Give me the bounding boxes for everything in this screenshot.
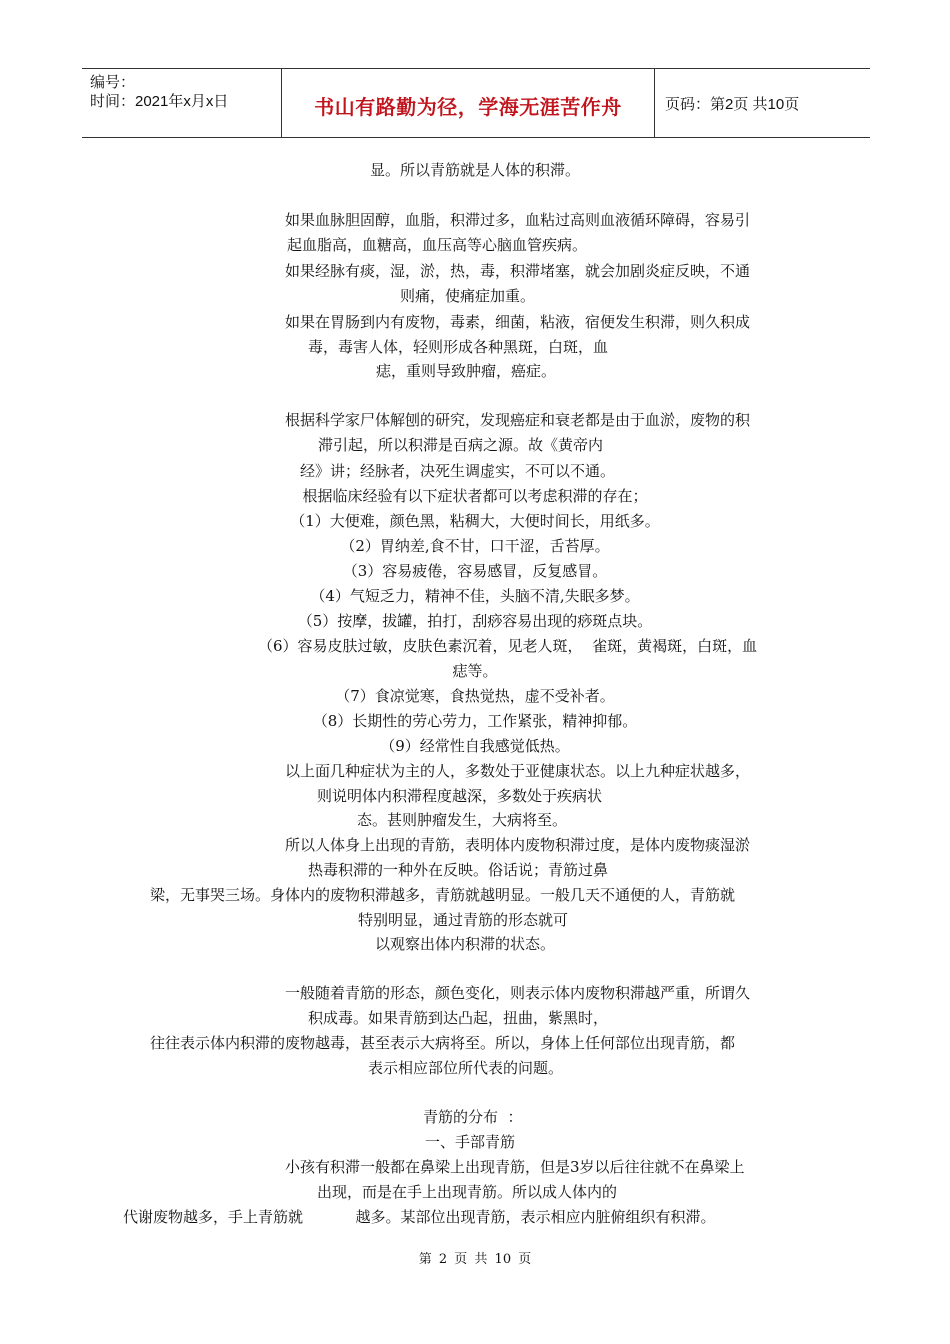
symptom-item: （7）食凉觉寒，食热觉热，虚不受补者。: [335, 687, 615, 705]
document-date-label: 时间：2021年x月x日: [90, 93, 229, 110]
body-line: 一般随着青筋的形态，颜色变化，则表示体内废物积滞越严重，所谓久: [285, 984, 751, 1002]
symptom-item: （6）容易皮肤过敏，皮肤色素沉着，见老人斑， 雀斑，黄褐斑，白斑，血: [258, 637, 758, 655]
symptom-item: （4）气短乏力，精神不佳，头脑不清,失眠多梦。: [310, 587, 640, 605]
symptom-item: （8）长期性的劳心劳力，工作紧张，精神抑郁。: [312, 712, 638, 730]
page-footer: 第 2 页 共 10 页: [418, 1252, 532, 1267]
body-line: 小孩有积滞一般都在鼻梁上出现青筋，但是3岁以后往往就不在鼻梁上: [285, 1158, 745, 1176]
symptom-item: （5）按摩，拔罐，拍打，刮痧容易出现的痧斑点块。: [297, 612, 653, 630]
body-line: 根据临床经验有以下症状者都可以考虑积滞的存在；: [302, 487, 648, 505]
body-line: 则痛，使痛症加重。: [400, 287, 536, 305]
body-line: 显。所以青筋就是人体的积滞。: [369, 161, 580, 179]
body-line: 如果经脉有痰，湿，淤，热，毒，积滞堵塞，就会加剧炎症反映，不通: [285, 262, 751, 280]
document-number-label: 编号：: [90, 74, 136, 91]
body-line: 毒，毒害人体，轻则形成各种黑斑，白斑，血: [308, 338, 609, 356]
header-page-number: 页码：第2页 共10页: [665, 96, 800, 113]
body-line: 以上面几种症状为主的人，多数处于亚健康状态。以上九种症状越多，: [285, 762, 751, 780]
header-divider: [654, 69, 655, 137]
body-line: 如果血脉胆固醇，血脂，积滞过多，血粘过高则血液循环障碍，容易引: [285, 211, 751, 229]
body-line: 经》讲；经脉者，决死生调虚实，不可以不通。: [300, 462, 616, 480]
body-line: 梁，无事哭三场。身体内的废物积滞越多，青筋就越明显。一般几天不通便的人，青筋就: [150, 886, 736, 904]
symptom-item: （1）大便难，颜色黑，粘稠大，大便时间长，用纸多。: [290, 512, 660, 530]
body-line: 如果在胃肠到内有废物，毒素，细菌，粘液，宿便发生积滞，则久积成: [285, 313, 751, 331]
body-line: 特别明显，通过青筋的形态就可: [358, 911, 569, 929]
symptom-item: （9）经常性自我感觉低热。: [380, 737, 570, 755]
body-line: 根据科学家尸体解刨的研究，发现癌症和衰老都是由于血淤，废物的积: [285, 411, 751, 429]
header-meta: [90, 73, 228, 111]
symptom-item: （3）容易疲倦，容易感冒，反复感冒。: [342, 562, 608, 580]
body-line: 痣，重则导致肿瘤，癌症。: [376, 362, 557, 380]
page-header: [82, 68, 870, 138]
section-subheading: 一、手部青筋: [425, 1133, 516, 1151]
body-line: 起血脂高，血糖高，血压高等心脑血管疾病。: [287, 236, 588, 254]
body-line: 往往表示体内积滞的废物越毒，甚至表示大病将至。所以，身体上任何部位出现青筋，都: [150, 1034, 736, 1052]
body-line: 积成毒。如果青筋到达凸起，扭曲，紫黑时，: [308, 1009, 609, 1027]
body-line: 出现，而是在手上出现青筋。所以成人体内的: [317, 1183, 618, 1201]
body-line: 表示相应部位所代表的问题。: [368, 1059, 564, 1077]
body-line: 所以人体身上出现的青筋，表明体内废物积滞过度，是体内废物痰湿淤: [285, 836, 751, 854]
body-line: 滞引起，所以积滞是百病之源。故《黄帝内: [318, 436, 604, 454]
body-line: 热毒积滞的一种外在反映。俗话说；青筋过鼻: [308, 861, 609, 879]
body-line: 痣等。: [452, 662, 498, 680]
header-motto: 书山有路勤为径，学海无涯苦作舟: [314, 95, 622, 119]
symptom-item: （2）胃纳差,食不甘，口干涩，舌苔厚。: [340, 537, 610, 555]
body-line: 则说明体内积滞程度越深，多数处于疾病状: [317, 787, 603, 805]
section-heading: 青筋的分布 ：: [423, 1108, 523, 1126]
body-line: 态。甚则肿瘤发生，大病将至。: [357, 811, 568, 829]
body-line: 代谢废物越多，手上青筋就 越多。某部位出现青筋，表示相应内脏俯组织有积滞。: [123, 1208, 716, 1226]
body-line: 以观察出体内积滞的状态。: [375, 935, 556, 953]
